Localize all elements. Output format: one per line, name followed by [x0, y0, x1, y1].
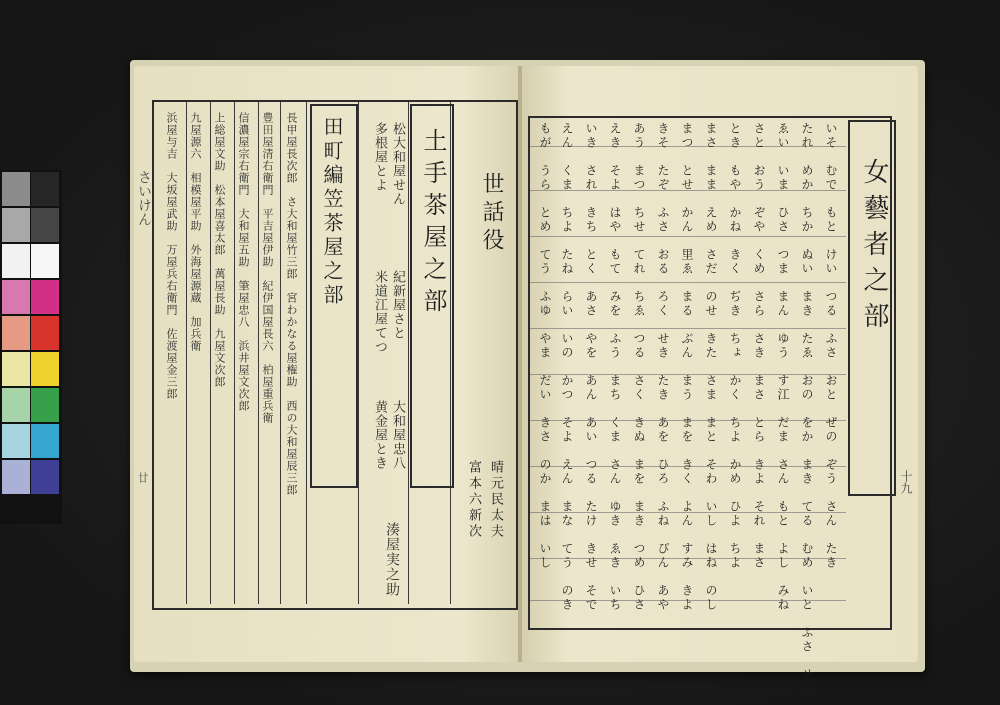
chip: [2, 172, 30, 206]
list-column: 九屋源六 相模屋平助 外海屋源蔵 加兵衛: [189, 112, 202, 352]
chip: [31, 316, 59, 350]
column-rule: [210, 102, 211, 604]
chip: [31, 244, 59, 278]
credit-line: 富本六新次: [466, 460, 481, 540]
kana-column: たれ めか ちか ぬい まき たゑ おの をか まき てる むめ いと ふさ せん: [800, 122, 814, 696]
list-column: 松大和屋せん: [390, 122, 405, 206]
chip: [31, 460, 59, 494]
list-column: 長甲屋長次郎 さ大和屋竹三郎 宮わかなる屋権助 西の大和屋辰三郎: [285, 112, 298, 496]
page-number: 十九: [899, 470, 913, 494]
kana-column: ゑい いま ひさ つま まん ゆう す江 だま さん もと よし みね: [776, 122, 790, 612]
header-label: 世話役: [479, 172, 504, 256]
chip: [31, 208, 59, 242]
chip: [31, 352, 59, 386]
list-column: 浜屋与吉 大坂屋武助 万屋兵右衛門 佐渡屋金三郎: [165, 112, 178, 400]
chip: [2, 244, 30, 278]
column-rule: [358, 102, 359, 604]
edge-label: さいけん: [136, 170, 152, 226]
kana-column: いき され きち とく あさ やを あん あい つる たけ きせ そで: [584, 122, 598, 612]
chip: [2, 316, 30, 350]
list-column: 上総屋文助 松本屋喜太郎 萬屋長助 九屋文次郎: [213, 112, 226, 388]
column-rule: [408, 102, 409, 604]
chip: [2, 280, 30, 314]
chip: [31, 172, 59, 206]
credit-line: 晴元民太夫: [488, 460, 503, 540]
chip: [2, 460, 30, 494]
page-number: 廿: [136, 472, 149, 483]
chip: [31, 424, 59, 458]
section-title-tamachi: 田町編笠茶屋之部: [320, 116, 344, 308]
list-column: 豊田屋清右衛門 平吉屋伊助 紀伊国屋長六 柏屋重兵衛: [261, 112, 274, 424]
kana-column: えん くま ちよ たね らい いの かつ そよ えん まな てう のき: [560, 122, 574, 612]
kana-column: いそ むで もと けい つる ふさ おと ぜの ぞう さん たき: [824, 122, 838, 570]
list-column: 信濃屋宗右衛門 大和屋五助 筆屋忠八 浜井屋文次郎: [237, 112, 250, 412]
chip: [2, 424, 30, 458]
list-column: 大和屋忠八: [390, 400, 405, 470]
kana-column: まさ まま えめ さだ のせ きた さま まと そわ いし はね のし: [704, 122, 718, 612]
kana-column: まつ とせ かん 里ゑ まる ぶん まう まを きく よん すみ きよ: [680, 122, 694, 612]
kana-column: あう まつ ちせ てれ ちゑ つる さく きぬ まを まき つめ ひさ: [632, 122, 646, 612]
chip: [31, 388, 59, 422]
kana-column: もが うら とめ てう ふゆ やま だい きさ のか まは いし: [538, 122, 552, 570]
list-column: 米道江屋てつ: [372, 270, 387, 354]
list-column: 紀新屋さと: [390, 270, 405, 340]
kana-column: とき もや かね きく ぢき ちょ かく ちよ かめ ひよ ちよ: [728, 122, 742, 570]
kana-column: えき そよ はや もて みを ふう まち くま さん ゆき ゑき いち: [608, 122, 622, 612]
kana-column: さと おう ぞや くめ さら さき まさ とら きよ それ まさ: [752, 122, 766, 570]
list-column: 黄金屋とき: [372, 400, 387, 470]
column-rule: [186, 102, 187, 604]
list-column: 湊屋実之助: [384, 522, 400, 597]
column-rule: [280, 102, 281, 604]
kana-column: きそ たぞ ふさ おる ろく せき たき あを ひろ ふね ぴん あや: [656, 122, 670, 612]
section-title-dote: 土手茶屋之部: [419, 128, 447, 320]
chip: [2, 352, 30, 386]
column-rule: [234, 102, 235, 604]
color-checker: [0, 170, 62, 524]
chip: [31, 280, 59, 314]
section-title-geisha: 女藝者之部: [859, 158, 889, 338]
list-column: 多根屋とよ: [372, 122, 387, 192]
column-rule: [306, 102, 307, 604]
chip: [2, 208, 30, 242]
chip: [2, 388, 30, 422]
column-rule: [258, 102, 259, 604]
open-book: [130, 60, 925, 696]
